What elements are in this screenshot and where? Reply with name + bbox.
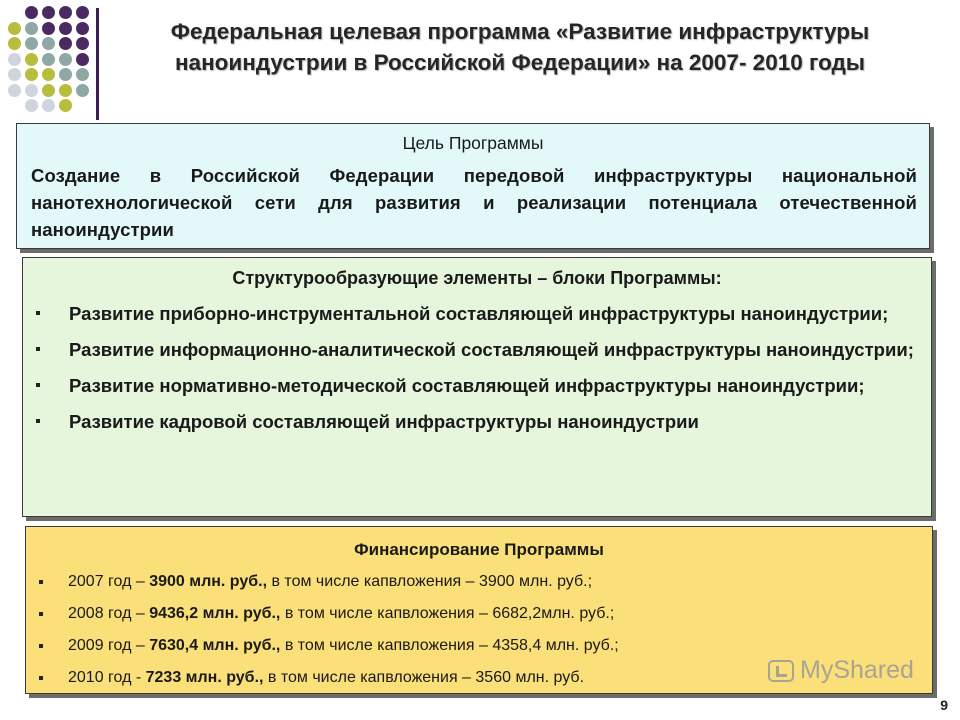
decorative-dot <box>8 22 21 35</box>
slide-title: Федеральная целевая программа «Развитие инфраструктуры наноиндустрии в Российской Федерации» на 2007- 2010 годы <box>170 19 870 75</box>
list-item-text: Развитие приборно-инструментальной составляющей инфраструктуры наноиндустрии; <box>69 303 889 324</box>
decorative-dot <box>76 84 89 97</box>
decorative-dot <box>25 68 38 81</box>
decorative-dot <box>25 6 38 19</box>
page-number: 9 <box>940 697 948 713</box>
watermark-text: MyShared <box>800 656 914 684</box>
decorative-dot-grid <box>8 6 96 116</box>
funding-detail: в том числе капвложения – 4358,4 млн. руб.; <box>280 637 619 654</box>
funding-year: 2007 год – <box>68 573 150 590</box>
vertical-divider <box>96 8 99 120</box>
list-item <box>36 635 922 657</box>
watermark <box>768 656 914 685</box>
decorative-dot <box>8 68 21 81</box>
bullet-icon <box>39 644 43 648</box>
list-item <box>36 571 922 593</box>
funding-amount: 9436,2 млн. руб., <box>149 605 281 622</box>
bullet-icon <box>36 311 40 315</box>
decorative-dot <box>59 99 72 112</box>
decorative-dot <box>59 84 72 97</box>
decorative-dot <box>42 99 55 112</box>
funding-detail: в том числе капвложения – 3560 млн. руб. <box>263 669 585 686</box>
decorative-dot <box>8 53 21 66</box>
decorative-dot <box>59 37 72 50</box>
list-item-text: Развитие информационно-аналитической составляющей инфраструктуры наноиндустрии; <box>69 339 914 360</box>
structure-heading: Структурообразующие элементы – блоки Программы: <box>232 268 722 288</box>
decorative-dot <box>25 37 38 50</box>
bullet-icon <box>36 347 40 351</box>
list-item <box>36 603 922 625</box>
decorative-dot <box>42 84 55 97</box>
decorative-dot <box>76 22 89 35</box>
decorative-dot <box>76 37 89 50</box>
bullet-icon <box>39 676 43 680</box>
list-item <box>33 373 921 399</box>
funding-year: 2009 год – <box>68 637 150 654</box>
funding-amount: 3900 млн. руб., <box>149 573 268 590</box>
list-item <box>33 301 921 327</box>
decorative-dot <box>59 53 72 66</box>
funding-year: 2010 год - <box>68 669 146 686</box>
decorative-dot <box>25 99 38 112</box>
decorative-dot <box>42 6 55 19</box>
funding-amount: 7630,4 млн. руб., <box>149 637 281 654</box>
decorative-dot <box>59 22 72 35</box>
decorative-dot <box>42 22 55 35</box>
bullet-icon <box>36 383 40 387</box>
list-item <box>33 337 921 363</box>
decorative-dot <box>42 53 55 66</box>
decorative-dot <box>76 6 89 19</box>
structure-list <box>33 301 921 435</box>
decorative-dot <box>25 53 38 66</box>
decorative-dot <box>59 6 72 19</box>
decorative-dot <box>76 53 89 66</box>
list-item-text: Развитие нормативно-методической составляющей инфраструктуры наноиндустрии; <box>69 375 865 396</box>
decorative-dot <box>8 37 21 50</box>
funding-year: 2008 год – <box>68 605 150 622</box>
bullet-icon <box>36 419 40 423</box>
goal-heading: Цель Программы <box>402 133 544 153</box>
decorative-dot <box>42 37 55 50</box>
bullet-icon <box>39 612 43 616</box>
bullet-icon <box>39 580 43 584</box>
funding-amount: 7233 млн. руб., <box>145 669 264 686</box>
funding-heading: Финансирование Программы <box>354 540 604 559</box>
structure-box <box>22 257 932 517</box>
funding-detail: в том числе капвложения – 6682,2млн. руб.; <box>280 605 615 622</box>
decorative-dot <box>59 68 72 81</box>
list-item-text: Развитие кадровой составляющей инфраструктуры наноиндустрии <box>69 411 699 432</box>
decorative-dot <box>25 84 38 97</box>
myshared-logo-icon <box>768 660 794 682</box>
decorative-dot <box>25 22 38 35</box>
decorative-dot <box>8 84 21 97</box>
decorative-dot <box>42 68 55 81</box>
goal-box <box>16 123 930 249</box>
list-item <box>33 409 921 435</box>
funding-detail: в том числе капвложения – 3900 млн. руб.; <box>267 573 593 590</box>
decorative-dot <box>76 68 89 81</box>
goal-text: Создание в Российской Федерации передовой инфраструктуры национальной нанотехнологической сети для развития и реализации потенциала отечественной наноиндустрии <box>31 165 917 240</box>
